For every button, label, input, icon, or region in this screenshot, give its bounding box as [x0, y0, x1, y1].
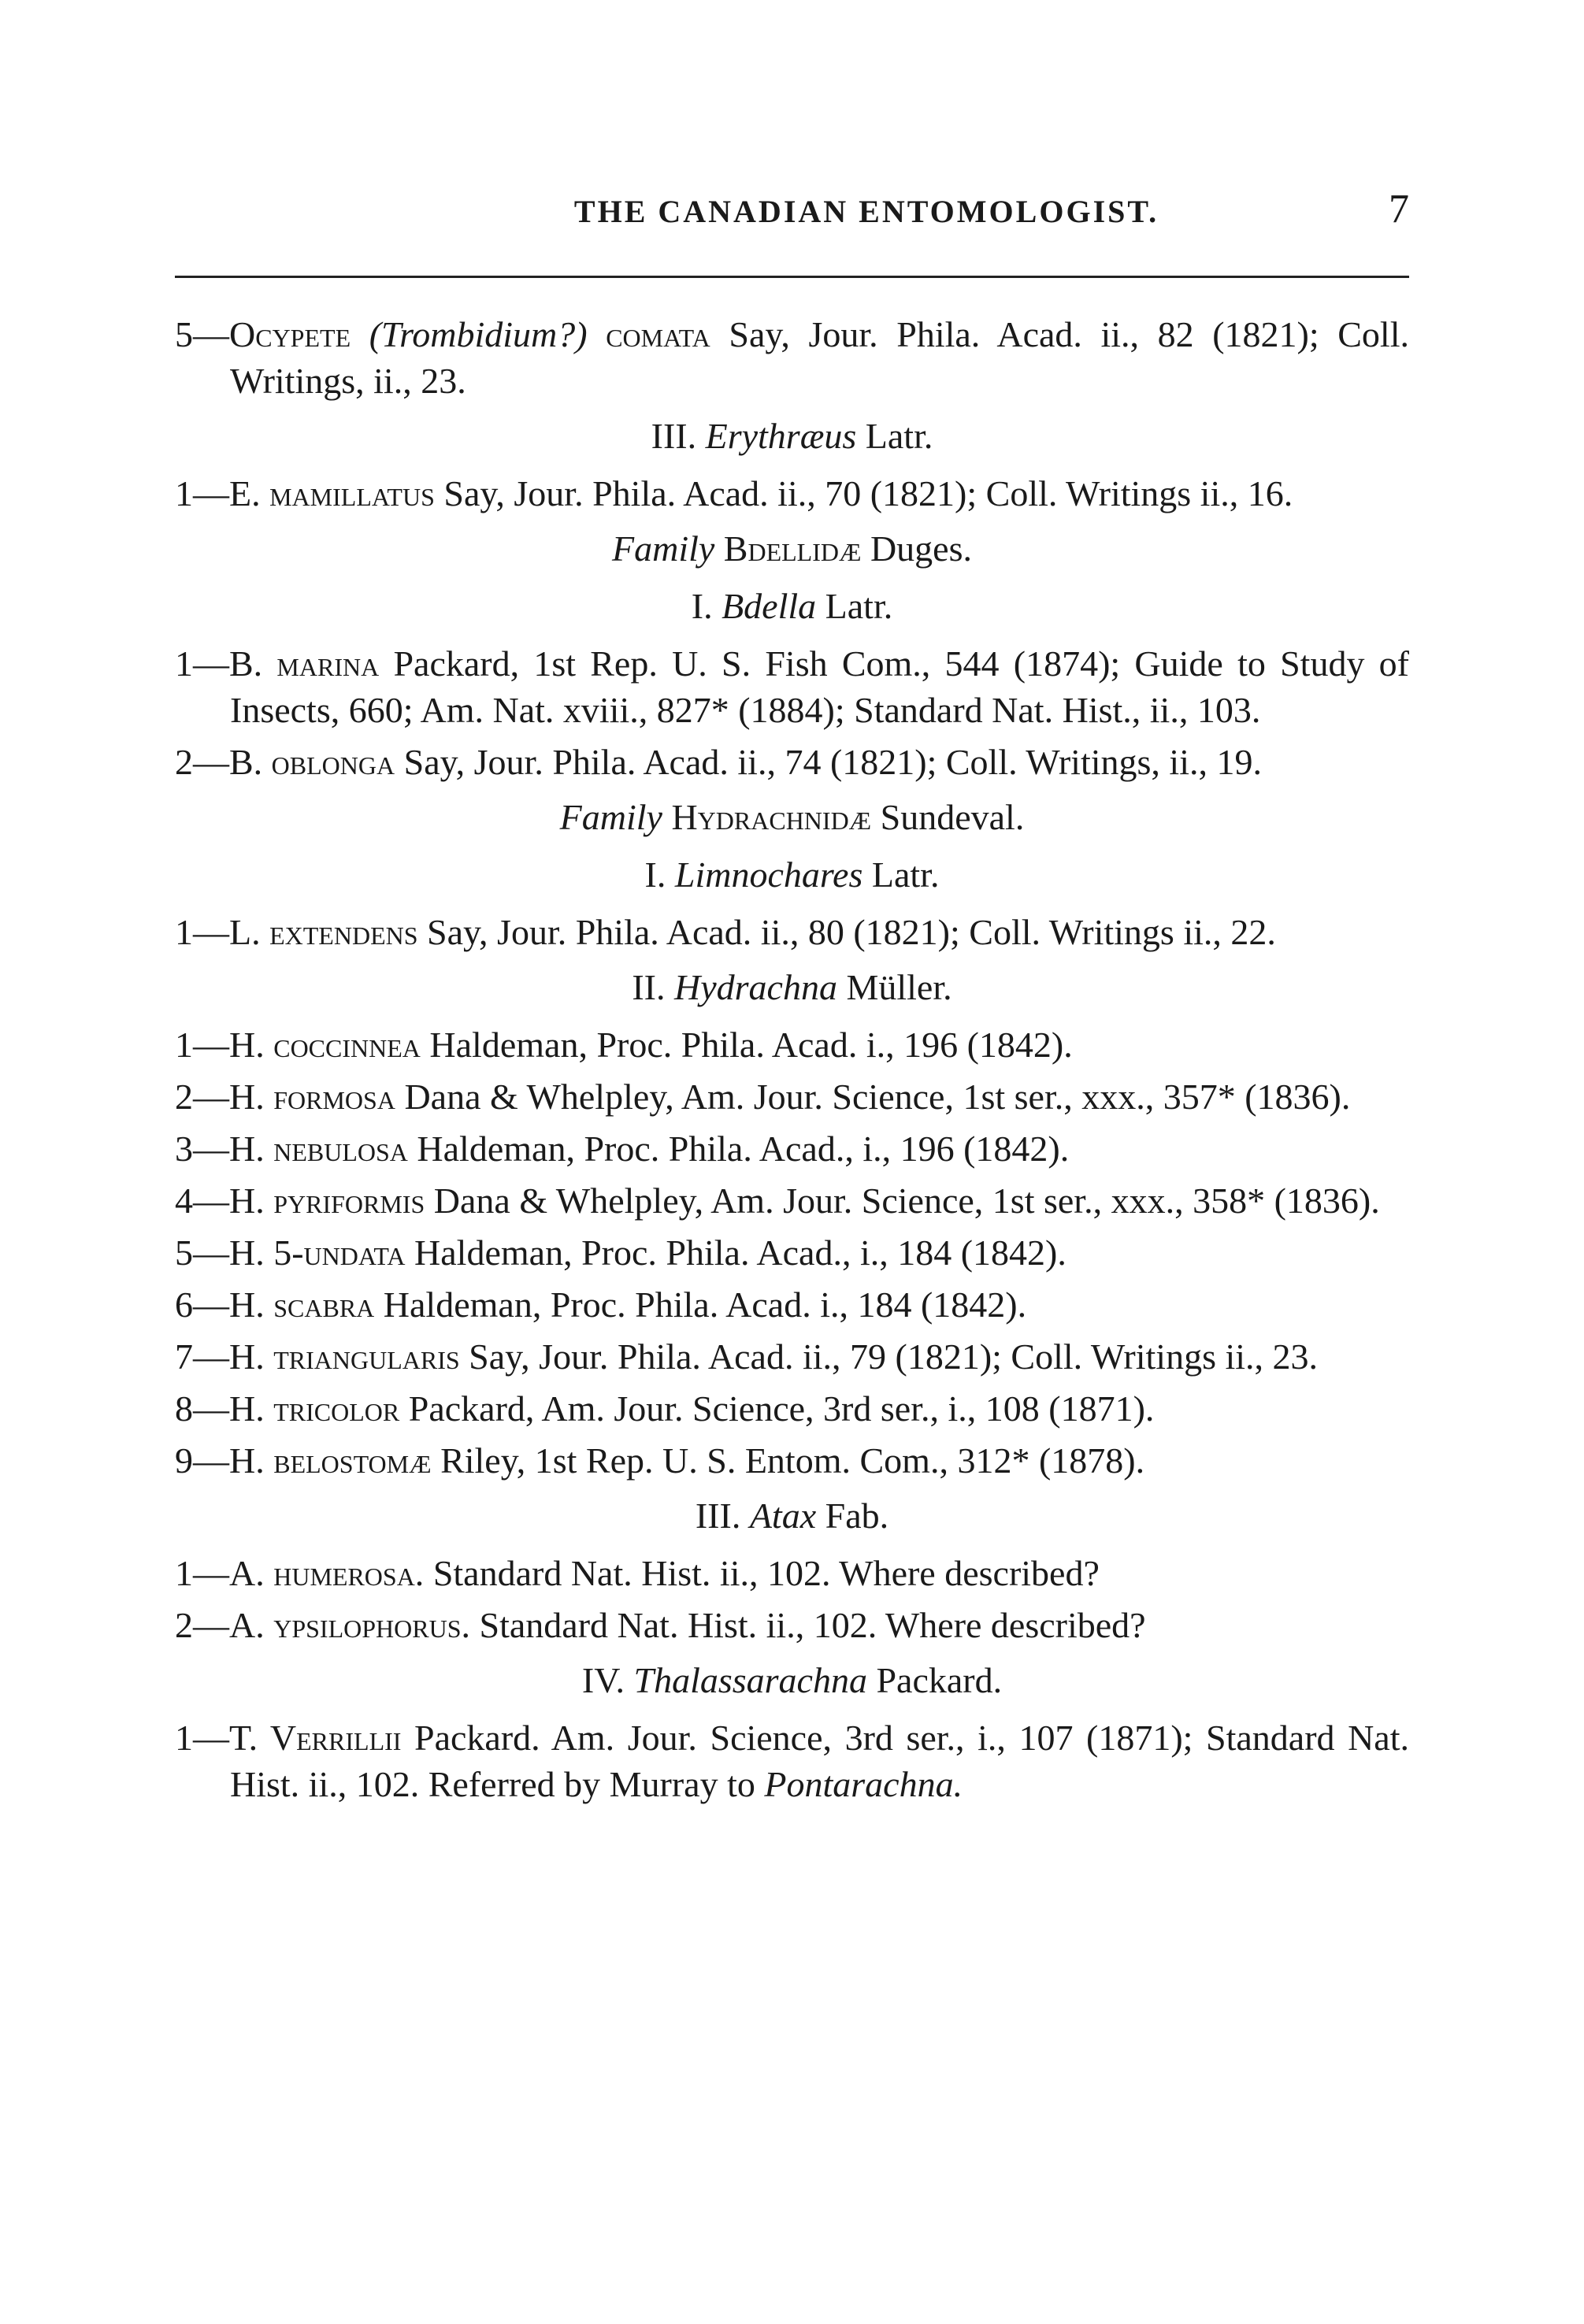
page-number: 7 [1389, 187, 1409, 232]
species-name: H. coccinnea [229, 1025, 421, 1065]
family-heading [175, 525, 1409, 572]
species-entry [175, 1437, 1409, 1484]
species-name: B. marina [229, 643, 380, 684]
entry-number: 5— [175, 314, 229, 354]
species-name: H. scabra [229, 1284, 375, 1325]
entry-number: 2— [175, 1077, 229, 1117]
genus-heading [175, 964, 1409, 1010]
citation-text: Haldeman, Proc. Phila. Acad., i., 196 (1842). [417, 1129, 1070, 1169]
body-text [175, 311, 1409, 1813]
entry-number: 1— [175, 1553, 229, 1593]
genus-rank: IV. [581, 1660, 625, 1700]
genus-rank: I. [644, 854, 666, 895]
citation-text: Say, Jour. Phila. Acad. ii., 80 (1821); Coll. Writings ii., 22. [427, 912, 1276, 952]
entry-number: 1— [175, 473, 229, 513]
family-author: Sundeval. [880, 797, 1025, 837]
genus-name: Bdella [722, 586, 817, 626]
entry-number: 2— [175, 1605, 229, 1645]
citation-text: Haldeman, Proc. Phila. Acad. i., 196 (1842). [429, 1025, 1073, 1065]
citation-text: Say, Jour. Phila. Acad. ii., 79 (1821); Coll. Writings ii., 23. [469, 1336, 1319, 1377]
species-entry [175, 1550, 1409, 1596]
species-name: H. formosa [229, 1077, 395, 1117]
species-name: H. 5-undata [229, 1232, 406, 1273]
citation-text: Riley, 1st Rep. U. S. Entom. Com., 312* (1878). [440, 1440, 1145, 1481]
species-name: T. Verrillii [229, 1718, 402, 1758]
citation-text: Haldeman, Proc. Phila. Acad., i., 184 (1842). [414, 1232, 1067, 1273]
species-entry [175, 1714, 1409, 1807]
genus-author: Latr. [825, 586, 893, 626]
species-entry [175, 739, 1409, 785]
species-entry [175, 1333, 1409, 1380]
entry-number: 6— [175, 1284, 229, 1325]
citation-text: Dana & Whelpley, Am. Jour. Science, 1st ser., xxx., 357* (1836). [404, 1077, 1351, 1117]
citation-text: Haldeman, Proc. Phila. Acad. i., 184 (1842). [383, 1284, 1027, 1325]
species-entry [175, 1125, 1409, 1172]
species-name: B. oblonga [229, 742, 395, 782]
citation-text: Packard, 1st Rep. U. S. Fish Com., 544 (1874); Guide to Study of Insects, 660; Am. Nat. xviii., 827* (1884); Standard Nat. Hist., ii., 103. [230, 643, 1409, 730]
entry-number: 5— [175, 1232, 229, 1273]
citation-text: Standard Nat. Hist. ii., 102. Where described? [479, 1605, 1146, 1645]
species-entry [175, 311, 1409, 404]
species-entry [175, 1021, 1409, 1068]
genus-rank: I. [691, 586, 713, 626]
species-epithet: comata [606, 314, 710, 354]
entry-number: 1— [175, 1025, 229, 1065]
family-label: Family [612, 528, 715, 569]
species-name: A. humerosa. [229, 1553, 425, 1593]
running-title: THE CANADIAN ENTOMOLOGIST. [573, 194, 1159, 229]
species-entry [175, 1602, 1409, 1648]
genus-rank: III. [695, 1496, 741, 1536]
family-name: Bdellidæ [723, 528, 862, 569]
genus-rank: II. [632, 967, 666, 1007]
citation-text: Packard, Am. Jour. Science, 3rd ser., i., 108 (1871). [408, 1388, 1155, 1429]
species-entry [175, 1177, 1409, 1224]
species-entry [175, 1229, 1409, 1276]
genus-heading [175, 583, 1409, 629]
genus-author: Latr. [865, 416, 933, 456]
genus-heading [175, 1657, 1409, 1703]
genus-name: Thalassarachna [633, 1660, 867, 1700]
entry-number: 9— [175, 1440, 229, 1481]
genus-name: Limnochares [674, 854, 863, 895]
species-name: H. belostomæ [229, 1440, 432, 1481]
family-author: Duges. [870, 528, 972, 569]
subgenus-name: (Trombidium?) [369, 314, 588, 354]
species-name: H. triangularis [229, 1336, 460, 1377]
species-entry [175, 470, 1409, 517]
species-entry [175, 640, 1409, 733]
species-name: Ocypete [229, 314, 351, 354]
citation-text: Packard. Am. Jour. Science, 3rd ser., i., 107 (1871); Standard Nat. Hist. ii., 102. Referred by Murray to [230, 1718, 1409, 1804]
genus-name: Atax [749, 1496, 817, 1536]
genus-author: Latr. [871, 854, 940, 895]
family-label: Family [559, 797, 662, 837]
citation-text: Say, Jour. Phila. Acad. ii., 82 (1821); Coll. Writings, ii., 23. [230, 314, 1409, 401]
entry-number: 4— [175, 1181, 229, 1221]
species-entry [175, 909, 1409, 955]
citation-text: Say, Jour. Phila. Acad. ii., 70 (1821); Coll. Writings ii., 16. [443, 473, 1293, 513]
species-name: H. tricolor [229, 1388, 400, 1429]
citation-text: Say, Jour. Phila. Acad. ii., 74 (1821); Coll. Writings, ii., 19. [403, 742, 1262, 782]
entry-number: 8— [175, 1388, 229, 1429]
species-entry [175, 1281, 1409, 1328]
genus-reference: Pontarachna. [764, 1764, 963, 1804]
entry-number: 7— [175, 1336, 229, 1377]
species-name: L. extendens [229, 912, 418, 952]
species-name: H. nebulosa [229, 1129, 408, 1169]
citation-text: Dana & Whelpley, Am. Jour. Science, 1st ser., xxx., 358* (1836). [433, 1181, 1380, 1221]
genus-heading [175, 1492, 1409, 1539]
genus-author: Packard. [876, 1660, 1003, 1700]
entry-number: 1— [175, 912, 229, 952]
genus-author: Fab. [825, 1496, 889, 1536]
family-name: Hydrachnidæ [671, 797, 872, 837]
header-rule [175, 276, 1409, 278]
species-name: H. pyriformis [229, 1181, 425, 1221]
genus-heading [175, 413, 1409, 459]
entry-number: 1— [175, 1718, 229, 1758]
genus-name: Hydrachna [674, 967, 837, 1007]
genus-name: Erythræus [705, 416, 857, 456]
species-name: A. ypsilophorus. [229, 1605, 471, 1645]
genus-rank: III. [651, 416, 697, 456]
species-entry [175, 1073, 1409, 1120]
entry-number: 1— [175, 643, 229, 684]
entry-number: 2— [175, 742, 229, 782]
species-entry [175, 1385, 1409, 1432]
citation-text: Standard Nat. Hist. ii., 102. Where described? [432, 1553, 1100, 1593]
genus-heading [175, 851, 1409, 898]
genus-author: Müller. [846, 967, 952, 1007]
family-heading [175, 794, 1409, 840]
entry-number: 3— [175, 1129, 229, 1169]
species-name: E. mamillatus [229, 473, 435, 513]
